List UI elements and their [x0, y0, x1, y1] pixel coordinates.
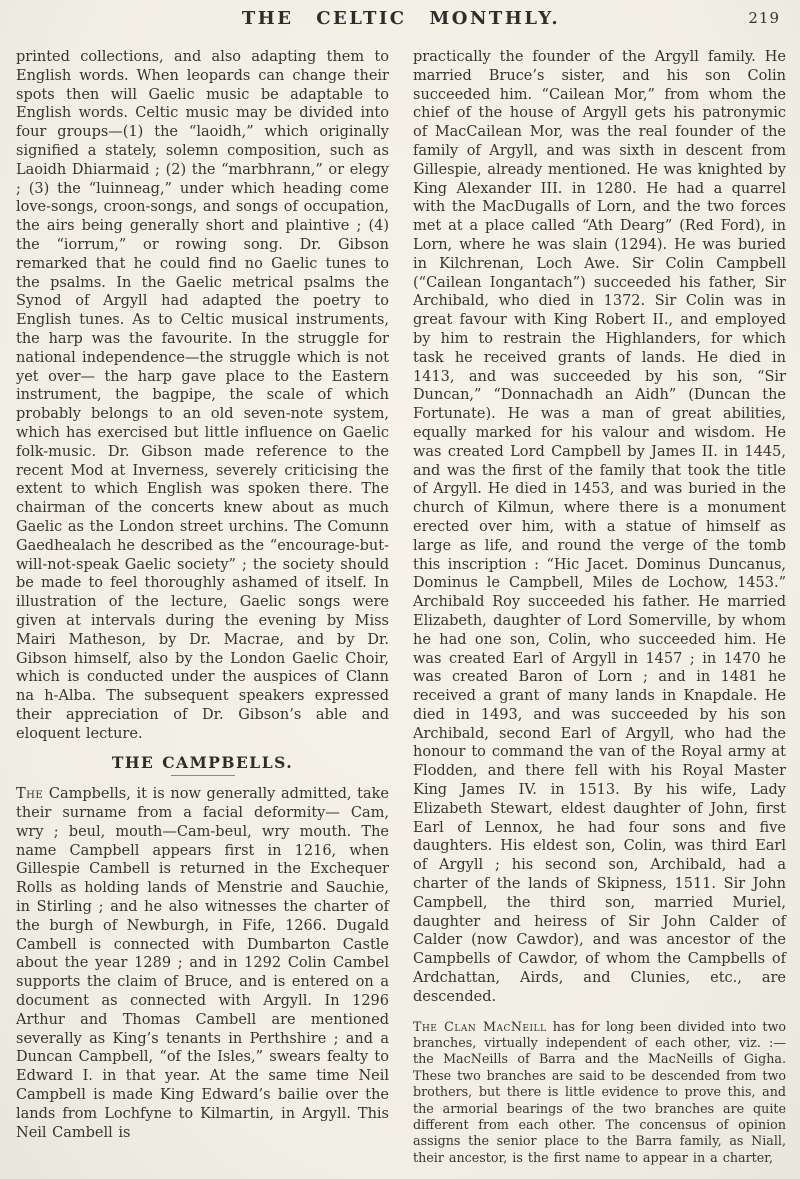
heading-rule	[171, 775, 235, 776]
paragraph-argyll-history: practically the founder of the Argyll family. He married Bruce’s sister, and his son Colin succeeded him. “Cailean Mor,” from whom the chief of the house of Argyll gets his patronymic of MacCailean Mor, was the real founder of the family of Argyll, and was sixth in descent from Gillespie, already mentioned. He was knighted by King Alexander III. in 1280. He had a quarrel with the MacDugalls of Lorn, and the two forces met at a place called “Ath Dearg” (Red Ford), in Lorn, where he was slain (1294). He was buried in Kilchrenan, Loch Awe. Sir Colin Campbell (“Cailean Iongantach”) succeeded his father, Sir Archibald, who died in 1372. Sir Colin was in great favour with King Robert II., and employed by him to restrain the Highlanders, for which task he received grants of lands. He died in 1413, and was succeeded by his son, “Sir Duncan,” “Donnachadh an Aidh” (Duncan the Fortunate). He was a man of great abilities, equally marked for his valour and wisdom. He was created Lord Campbell by James II. in 1445, and was the first of the family that took the title of Argyll. He died in 1453, and was buried in the church of Kilmun, where there is a monument erected over him, with a statue of himself as large as life, and round the verge of the tomb this inscription : “Hic Jacet. Dominus Duncanus, Dominus le Campbell, Miles de Lochow, 1453.” Archibald Roy succeeded his father. He married Elizabeth, daughter of Lord Somerville, by whom he had one son, Colin, who succeeded him. He was created Earl of Argyll in 1457 ; in 1470 he was created Baron of Lorn ; and in 1481 he received a grant of many lands in Knapdale. He died in 1493, and was succeeded by his son Archibald, second Earl of Argyll, who had the honour to command the van of the Royal army at Flodden, and there fell with his Royal Master King James IV. in 1513. By his wife, Lady Elizabeth Stewart, eldest daughter of John, first Earl of Lennox, he had four sons and five daughters. His eldest son, Colin, was third Earl of Argyll ; his second son, Archibald, had a charter of the lands of Skipness, 1511. Sir John Campbell, the third son, married Muriel, daughter and heiress of Sir John Calder of Calder (now Cawdor), and was ancestor of the Campbells of Cawdor, of whom the Campbells of Ardchattan, Airds, and Clunies, etc., are descended.	[413, 49, 786, 1005]
right-column	[413, 48, 786, 1166]
page-number: 219	[748, 9, 780, 27]
footnote-lead-small-caps: The Clan MacNeill	[413, 1018, 547, 1034]
left-column	[16, 48, 389, 1166]
two-column-body	[16, 48, 786, 1166]
journal-title: THE CELTIC MONTHLY.	[241, 8, 561, 29]
page-header	[16, 8, 786, 38]
paragraph-campbells-origin	[16, 785, 389, 1142]
section-heading-campbells: THE CAMPBELLS.	[111, 753, 294, 773]
paragraph-campbells-text: Campbells, it is now generally admitted, take their surname from a facial deformity— Cam, wry ; beul, mouth—Cam-beul, wry mouth. The name Campbell appears first in 1216, when Gillespie Cambell is returned in the Exchequer Rolls as holding lands of Menstrie and Sauchie, in Stirling ; and he also witnesses the charter of the burgh of Newburgh, in Fife, 1266. Dugald Cambell is connected with Dumbarton Castle about the year 1289 ; and in 1292 Colin Cambel supports the claim of Bruce, and is entered on a document as connected with Argyll. In 1296 Arthur and Thomas Cambell are mentioned severally as King’s tenants in Perthshire ; and a Duncan Campbell, “of the Isles,” swears fealty to Edward I. in that year. At the same time Neil Campbell is made King Edward’s bailie over the lands from Lochfyne to Kilmartin, in Argyll. This Neil Cambell is	[16, 786, 389, 1141]
footnote-clan-macneill	[413, 1019, 786, 1167]
paragraph-lead-small-caps: The	[16, 786, 44, 803]
paragraph-gaelic-music: printed collections, and also adapting them to English words. When leopards can change their spots then will Gaelic music be adaptable to English words. Celtic music may be divided into four groups—(1) the “laoidh,” which originally signified a stately, solemn composition, such as Laoidh Dhiarmaid ; (2) the “marbhrann,” or elegy ; (3) the “luinneag,” under which heading come love-songs, croon-songs, and songs of occupation, the airs being generally short and plaintive ; (4) the “iorrum,” or rowing song. Dr. Gibson remarked that he could find no Gaelic tunes to the psalms. In the Gaelic metrical psalms the Synod of Argyll had adapted the poetry to English tunes. As to Celtic musical instruments, the harp was the favourite. In the struggle for national independence—the struggle which is not yet over— the harp gave place to the Eastern instrument, the bagpipe, the scale of which probably belongs to an old seven-note system, which has exercised but little influence on Gaelic folk-music. Dr. Gibson made reference to the recent Mod at Inverness, severely criticising the extent to which English was spoken there. The chairman of the concerts knew about as much Gaelic as the London street urchins. The Comunn Gaedhealach he described as the “encourage-but-will-not-speak Gaelic society” ; the society should be made to feel thoroughly ashamed of itself. In illustration of the lecture, Gaelic songs were given at intervals during the evening by Miss Mairi Matheson, by Dr. Macrae, and by Dr. Gibson himself, also by the London Gaelic Choir, which is conducted under the auspices of Clann na h-Alba. The subsequent speakers expressed their appreciation of Dr. Gibson’s able and eloquent lecture.	[16, 49, 389, 742]
footnote-text: has for long been divided into two branches, virtually independent of each other, viz. :— the MacNeills of Barra and the MacNeills of Gigha. These two branches are said to be descended from two brothers, but there is little evidence to prove this, and the armorial bearings of the two branches are quite different from each other. The concensus of opinion assigns the senior place to the Barra family, as Niall, their ancestor, is the first name to appear in a charter,	[413, 1018, 786, 1165]
